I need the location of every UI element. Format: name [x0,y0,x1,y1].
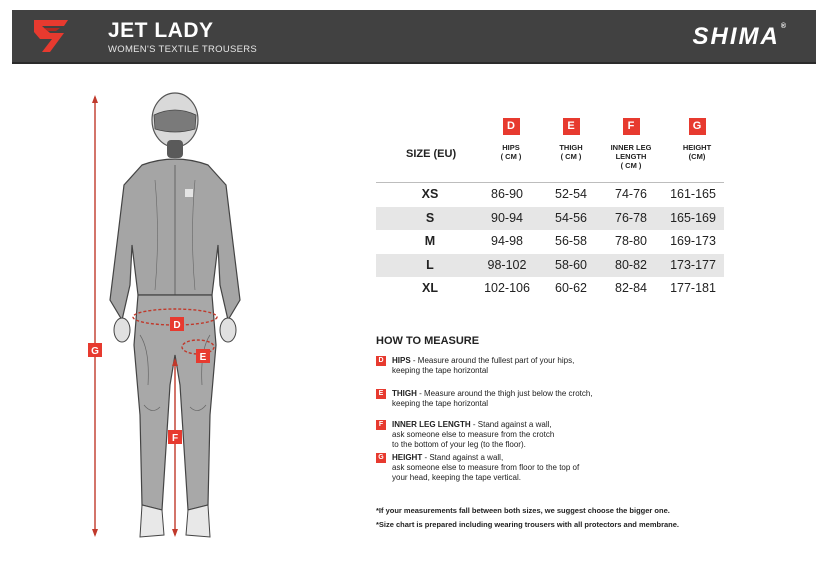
height-column-header [666,116,728,161]
hips-instruction-badge: D [376,356,386,366]
instruction-text: - Measure around the fullest part of your hips, [410,356,575,365]
thigh-column-header [540,116,602,161]
hips-letter-badge: D [503,118,520,135]
brand-logo [692,23,788,51]
product-subtitle: WOMEN'S TEXTILE TROUSERS [108,44,258,55]
size-cell: S [425,210,435,225]
instruction-text: - Measure around the thigh just below the crotch, [416,389,593,398]
table-row [376,230,724,254]
inner-leg-column-header [600,116,662,170]
thigh-cell: 58-60 [555,257,587,272]
hips-cell: 102-106 [484,281,530,295]
hips-cell: 98-102 [487,257,527,272]
height-cell: 169-173 [670,234,716,248]
label-f-badge [168,430,182,444]
inner-leg-cell: 80-82 [615,257,647,272]
label-d-badge [170,317,184,331]
table-row [376,254,724,278]
instruction-text: - Stand against a wall, [470,420,552,429]
body-measurement-illustration [80,85,290,575]
header-bar [12,10,816,64]
size-cell: XS [421,187,439,201]
instruction-text: ask someone else to measure from floor to the top of [392,463,580,473]
instruction-text: ask someone else to measure from the crotch [392,430,555,440]
instruction-text: keeping the tape horizontal [392,366,489,376]
inner-leg-cell: 78-80 [615,234,647,248]
size-cell: XL [422,281,438,295]
thigh-cell: 60-62 [555,281,587,295]
table-header-row [376,116,724,182]
thigh-cell: 54-56 [555,210,587,225]
thigh-cell: 52-54 [555,187,587,201]
inner-leg-instruction-badge: F [376,420,386,430]
height-cell: 173-177 [670,257,716,272]
measure-instruction-thigh [376,389,636,409]
table-row [376,277,724,301]
size-column-header: SIZE (EU) [406,148,457,160]
thigh-column-label: THIGH ( CM ) [559,143,583,161]
hips-cell: 94-98 [491,234,523,248]
instruction-heading: HEIGHT [392,453,423,462]
instruction-text: to the bottom of your leg (to the floor). [392,440,526,450]
instruction-text: - Stand against a wall, [422,453,504,462]
product-title: JET LADY [108,19,214,42]
inner-leg-cell: 76-78 [615,210,647,225]
size-cell: L [426,257,434,272]
svg-text:G: G [91,346,99,357]
thigh-cell: 56-58 [555,234,587,248]
hips-column-label: HIPS ( CM ) [500,143,522,161]
height-letter-badge: G [689,118,706,135]
registered-mark: ® [780,23,788,30]
height-instruction-badge: G [376,453,386,463]
brand-name: SHIMA [692,23,780,50]
table-row [376,183,724,207]
inner-leg-measure-line [172,358,178,537]
svg-text:F: F [171,433,179,444]
size-cell: M [424,234,436,248]
instruction-heading: HIPS [392,356,411,365]
measure-instruction-hips [376,356,636,376]
height-column-label: HEIGHT (CM) [682,143,712,161]
inner-leg-cell: 74-76 [615,187,647,201]
svg-text:E: E [199,352,207,363]
thigh-letter-badge: E [563,118,580,135]
height-cell: 177-181 [670,281,716,295]
shima-logo-icon [34,20,68,52]
height-cell: 161-165 [670,187,716,201]
label-e-badge [196,349,210,363]
how-to-measure-title: HOW TO MEASURE [376,335,480,347]
height-measure-line [92,95,98,537]
label-g-badge [88,343,102,357]
helmet-icon [152,93,198,158]
hips-column-header [480,116,542,161]
instruction-text: keeping the tape horizontal [392,399,489,409]
thigh-instruction-badge: E [376,389,386,399]
height-cell: 165-169 [670,210,716,225]
table-row [376,207,724,231]
size-note: *If your measurements fall between both sizes, we suggest choose the bigger one. [376,506,670,515]
inner-leg-column-label: INNER LEG LENGTH ( CM ) [610,143,652,170]
instruction-heading: INNER LEG LENGTH [392,420,471,429]
measure-instruction-inner-leg [376,420,636,451]
inner-leg-cell: 82-84 [615,281,647,295]
hips-cell: 86-90 [491,187,523,201]
inner-leg-letter-badge: F [623,118,640,135]
hips-cell: 90-94 [491,210,523,225]
measure-instruction-height [376,453,636,484]
size-table [376,116,724,301]
size-note: *Size chart is prepared including wearing trousers with all protectors and membrane. [376,520,679,529]
instruction-text: your head, keeping the tape vertical. [392,473,521,483]
svg-text:D: D [173,320,181,331]
instruction-heading: THIGH [392,389,417,398]
